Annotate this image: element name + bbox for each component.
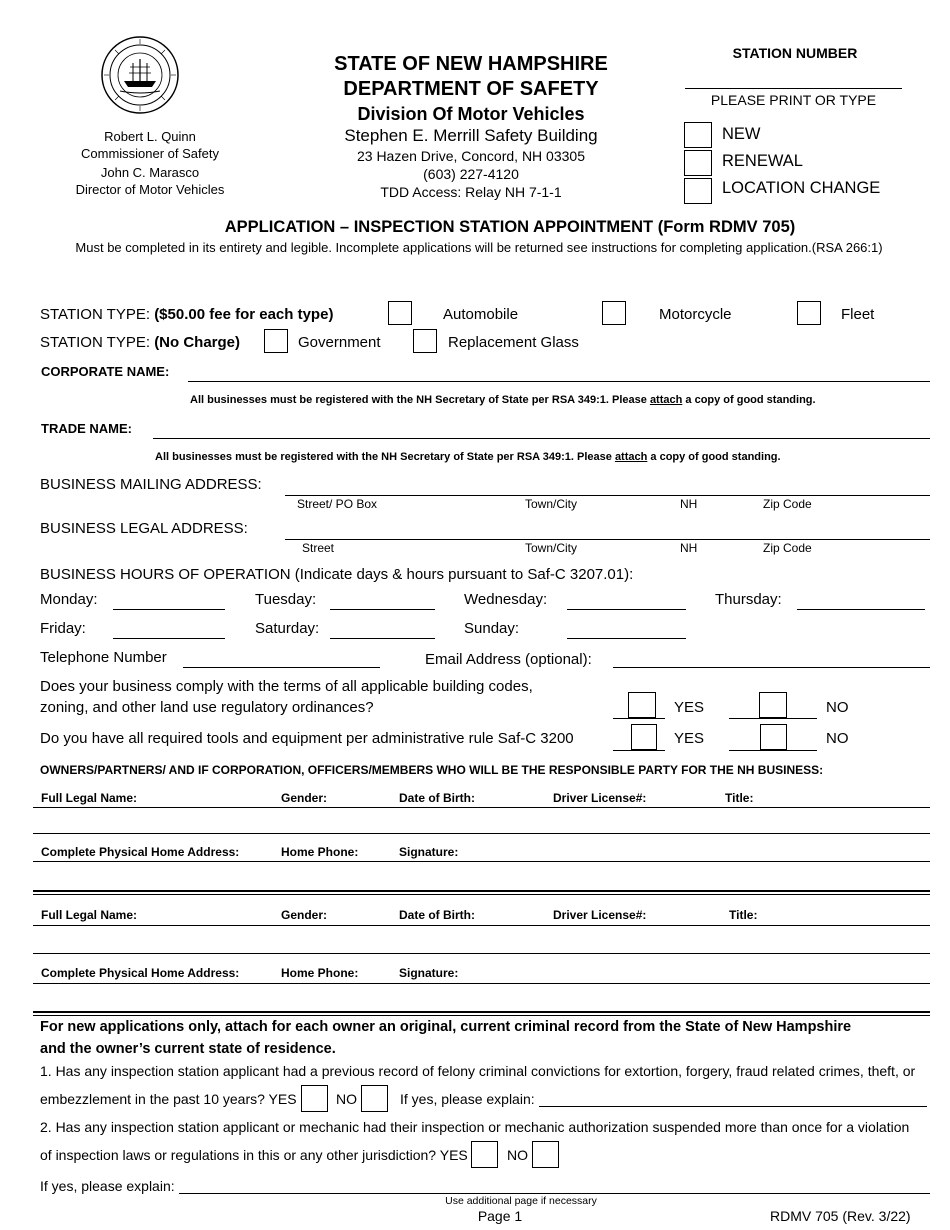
criminal-q1-line1: 1. Has any inspection station applicant had a previous record of felony criminal convictions for extortion, forgery, fraud related crimes, theft, or [40,1063,916,1079]
registration-note-1: All businesses must be registered with the NH Secretary of State per RSA 349:1. Please attach a copy of good standing. [190,394,816,406]
q2-no-label: NO [826,730,849,747]
station-type-free-row: STATION TYPE: (No Charge) [40,334,241,351]
mailing-town-caption: Town/City [525,497,578,511]
owner1-dob-label: Date of Birth: [399,791,475,805]
owner1-row1-line [33,807,930,808]
sunday-field[interactable] [567,638,686,639]
q2-no-checkbox[interactable] [760,724,787,750]
automobile-checkbox[interactable] [388,301,412,325]
replacement-glass-label: Replacement Glass [448,334,579,351]
criminal-q1-line2: embezzlement in the past 10 years? YES [40,1091,297,1107]
criminal-heading-line1: For new applications only, attach for each owner an original, current criminal record from the State of New Hampshire [40,1019,852,1035]
compliance-q1-line2: zoning, and other land use regulatory ordinances? [40,699,374,716]
owner-separator [33,890,930,895]
agency-phone: (603) 227-4120 [423,166,519,182]
renewal-label: RENEWAL [722,152,803,170]
legal-state-caption: NH [680,541,698,555]
owner1-license-label: Driver License#: [553,791,647,805]
telephone-field[interactable] [183,667,380,668]
director-title: Director of Motor Vehicles [75,182,225,197]
owner2-license-label: Driver License#: [553,908,647,922]
footer-note: Use additional page if necessary [445,1195,597,1207]
q2-yes-checkbox[interactable] [631,724,657,750]
state-seal-icon [100,35,180,115]
page-number: Page 1 [477,1208,523,1224]
fleet-checkbox[interactable] [797,301,821,325]
criminal-q1-no-label: NO [336,1091,357,1107]
sunday-label: Sunday: [464,620,520,637]
station-number-label: STATION NUMBER [732,45,858,61]
station-number-field[interactable] [685,88,902,89]
legal-street-caption: Street [302,541,335,555]
new-label: NEW [722,125,761,143]
criminal-explain-label: If yes, please explain: [40,1178,175,1194]
q1-no-checkbox[interactable] [759,692,787,718]
mailing-address-label: BUSINESS MAILING ADDRESS: [40,476,262,493]
q1-yes-line [613,718,665,719]
wednesday-label: Wednesday: [464,591,548,608]
owner2-address-label: Complete Physical Home Address: [41,966,240,980]
print-note: PLEASE PRINT OR TYPE [710,92,877,108]
new-checkbox[interactable] [684,122,712,148]
director-name: John C. Marasco [100,165,200,180]
legal-address-field[interactable] [285,539,930,540]
owner1-row2-line [33,861,930,862]
thursday-field[interactable] [797,609,925,610]
owner1-gender-label: Gender: [281,791,328,805]
criminal-q1-no-checkbox[interactable] [361,1085,388,1112]
legal-zip-caption: Zip Code [763,541,812,555]
agency-address: 23 Hazen Drive, Concord, NH 03305 [356,148,585,164]
saturday-label: Saturday: [255,620,320,637]
location-change-label: LOCATION CHANGE [722,179,881,197]
saturday-field[interactable] [330,638,435,639]
q1-no-line [729,718,817,719]
owner2-phone-label: Home Phone: [281,966,359,980]
owner2-row1-line [33,925,930,926]
wednesday-field[interactable] [567,609,686,610]
station-type-fee-row: STATION TYPE: ($50.00 fee for each type) [40,306,334,323]
form-title: APPLICATION – INSPECTION STATION APPOINTMENT (Form RDMV 705) [224,218,796,236]
form-subtitle: Must be completed in its entirety and legible. Incomplete applications will be returned see instructions for completing application.(RSA 266:1) [75,240,883,255]
renewal-checkbox[interactable] [684,150,712,176]
motorcycle-label: Motorcycle [659,306,732,323]
criminal-q1-explain-label: If yes, please explain: [400,1091,535,1107]
mailing-address-field[interactable] [285,495,930,496]
criminal-q1-explain-field[interactable] [539,1106,927,1107]
commissioner-title: Commissioner of Safety [81,146,219,161]
form-revision: RDMV 705 (Rev. 3/22) [770,1208,911,1224]
friday-field[interactable] [113,638,225,639]
building-name: Stephen E. Merrill Safety Building [344,126,598,145]
monday-label: Monday: [40,591,98,608]
criminal-separator [33,1011,930,1016]
division-heading: Division Of Motor Vehicles [357,104,585,124]
tuesday-label: Tuesday: [255,591,317,608]
owner2-signature-label: Signature: [399,966,459,980]
corporate-name-label: CORPORATE NAME: [41,364,170,379]
q1-no-label: NO [826,699,849,716]
replacement-glass-checkbox[interactable] [413,329,437,353]
owner1-title-label: Title: [725,791,754,805]
monday-field[interactable] [113,609,225,610]
motorcycle-checkbox[interactable] [602,301,626,325]
tuesday-field[interactable] [330,609,435,610]
criminal-q2-yes-checkbox[interactable] [471,1141,498,1168]
legal-town-caption: Town/City [525,541,578,555]
criminal-q2-line1: 2. Has any inspection station applicant or mechanic had their inspection or mechanic authorization suspended more than once for a violation [40,1119,910,1135]
mailing-zip-caption: Zip Code [763,497,812,511]
criminal-q2-no-label: NO [507,1147,528,1163]
compliance-q1-line1: Does your business comply with the terms of all applicable building codes, [40,678,533,695]
q1-yes-label: YES [674,699,705,716]
owner1-signature-label: Signature: [399,845,459,859]
owner2-row1-field[interactable] [33,953,930,954]
criminal-q1-yes-checkbox[interactable] [301,1085,328,1112]
department-heading: DEPARTMENT OF SAFETY [343,78,599,100]
trade-name-label: TRADE NAME: [41,421,132,436]
government-label: Government [298,334,381,351]
q2-yes-line [613,750,665,751]
government-checkbox[interactable] [264,329,288,353]
corporate-name-field[interactable] [188,381,930,382]
owner2-gender-label: Gender: [281,908,328,922]
criminal-q2-no-checkbox[interactable] [532,1141,559,1168]
owner2-row2-line [33,983,930,984]
email-label: Email Address (optional): [425,651,592,668]
fleet-label: Fleet [841,306,875,323]
mailing-state-caption: NH [680,497,698,511]
registration-note-2: All businesses must be registered with the NH Secretary of State per RSA 349:1. Please attach a copy of good standing. [155,451,781,463]
criminal-explain-field[interactable] [179,1193,930,1194]
owner1-row1-field[interactable] [33,833,930,834]
location-change-checkbox[interactable] [684,178,712,204]
hours-label: BUSINESS HOURS OF OPERATION (Indicate days & hours pursuant to Saf-C 3207.01): [40,566,634,583]
owner2-dob-label: Date of Birth: [399,908,475,922]
owner1-full-name-label: Full Legal Name: [41,791,138,805]
q1-yes-checkbox[interactable] [628,692,656,718]
compliance-q2: Do you have all required tools and equipment per administrative rule Saf-C 3200 [40,730,574,747]
owner2-full-name-label: Full Legal Name: [41,908,138,922]
agency-tdd: TDD Access: Relay NH 7-1-1 [380,184,562,200]
commissioner-name: Robert L. Quinn [104,129,196,144]
email-field[interactable] [613,667,930,668]
state-heading: STATE OF NEW HAMPSHIRE [334,53,608,75]
criminal-heading-line2: and the owner’s current state of residence. [40,1041,336,1057]
owners-heading: OWNERS/PARTNERS/ AND IF CORPORATION, OFFICERS/MEMBERS WHO WILL BE THE RESPONSIBLE PARTY FOR THE NH BUSINESS: [40,763,824,777]
q2-no-line [729,750,817,751]
owner1-address-label: Complete Physical Home Address: [41,845,240,859]
telephone-label: Telephone Number [40,649,167,666]
legal-address-label: BUSINESS LEGAL ADDRESS: [40,520,248,537]
friday-label: Friday: [40,620,86,637]
mailing-street-caption: Street/ PO Box [297,497,378,511]
trade-name-field[interactable] [153,438,930,439]
criminal-q2-line2: of inspection laws or regulations in this or any other jurisdiction? YES [40,1147,468,1163]
automobile-label: Automobile [443,306,519,323]
thursday-label: Thursday: [715,591,782,608]
q2-yes-label: YES [674,730,705,747]
owner1-phone-label: Home Phone: [281,845,359,859]
owner2-title-label: Title: [729,908,758,922]
